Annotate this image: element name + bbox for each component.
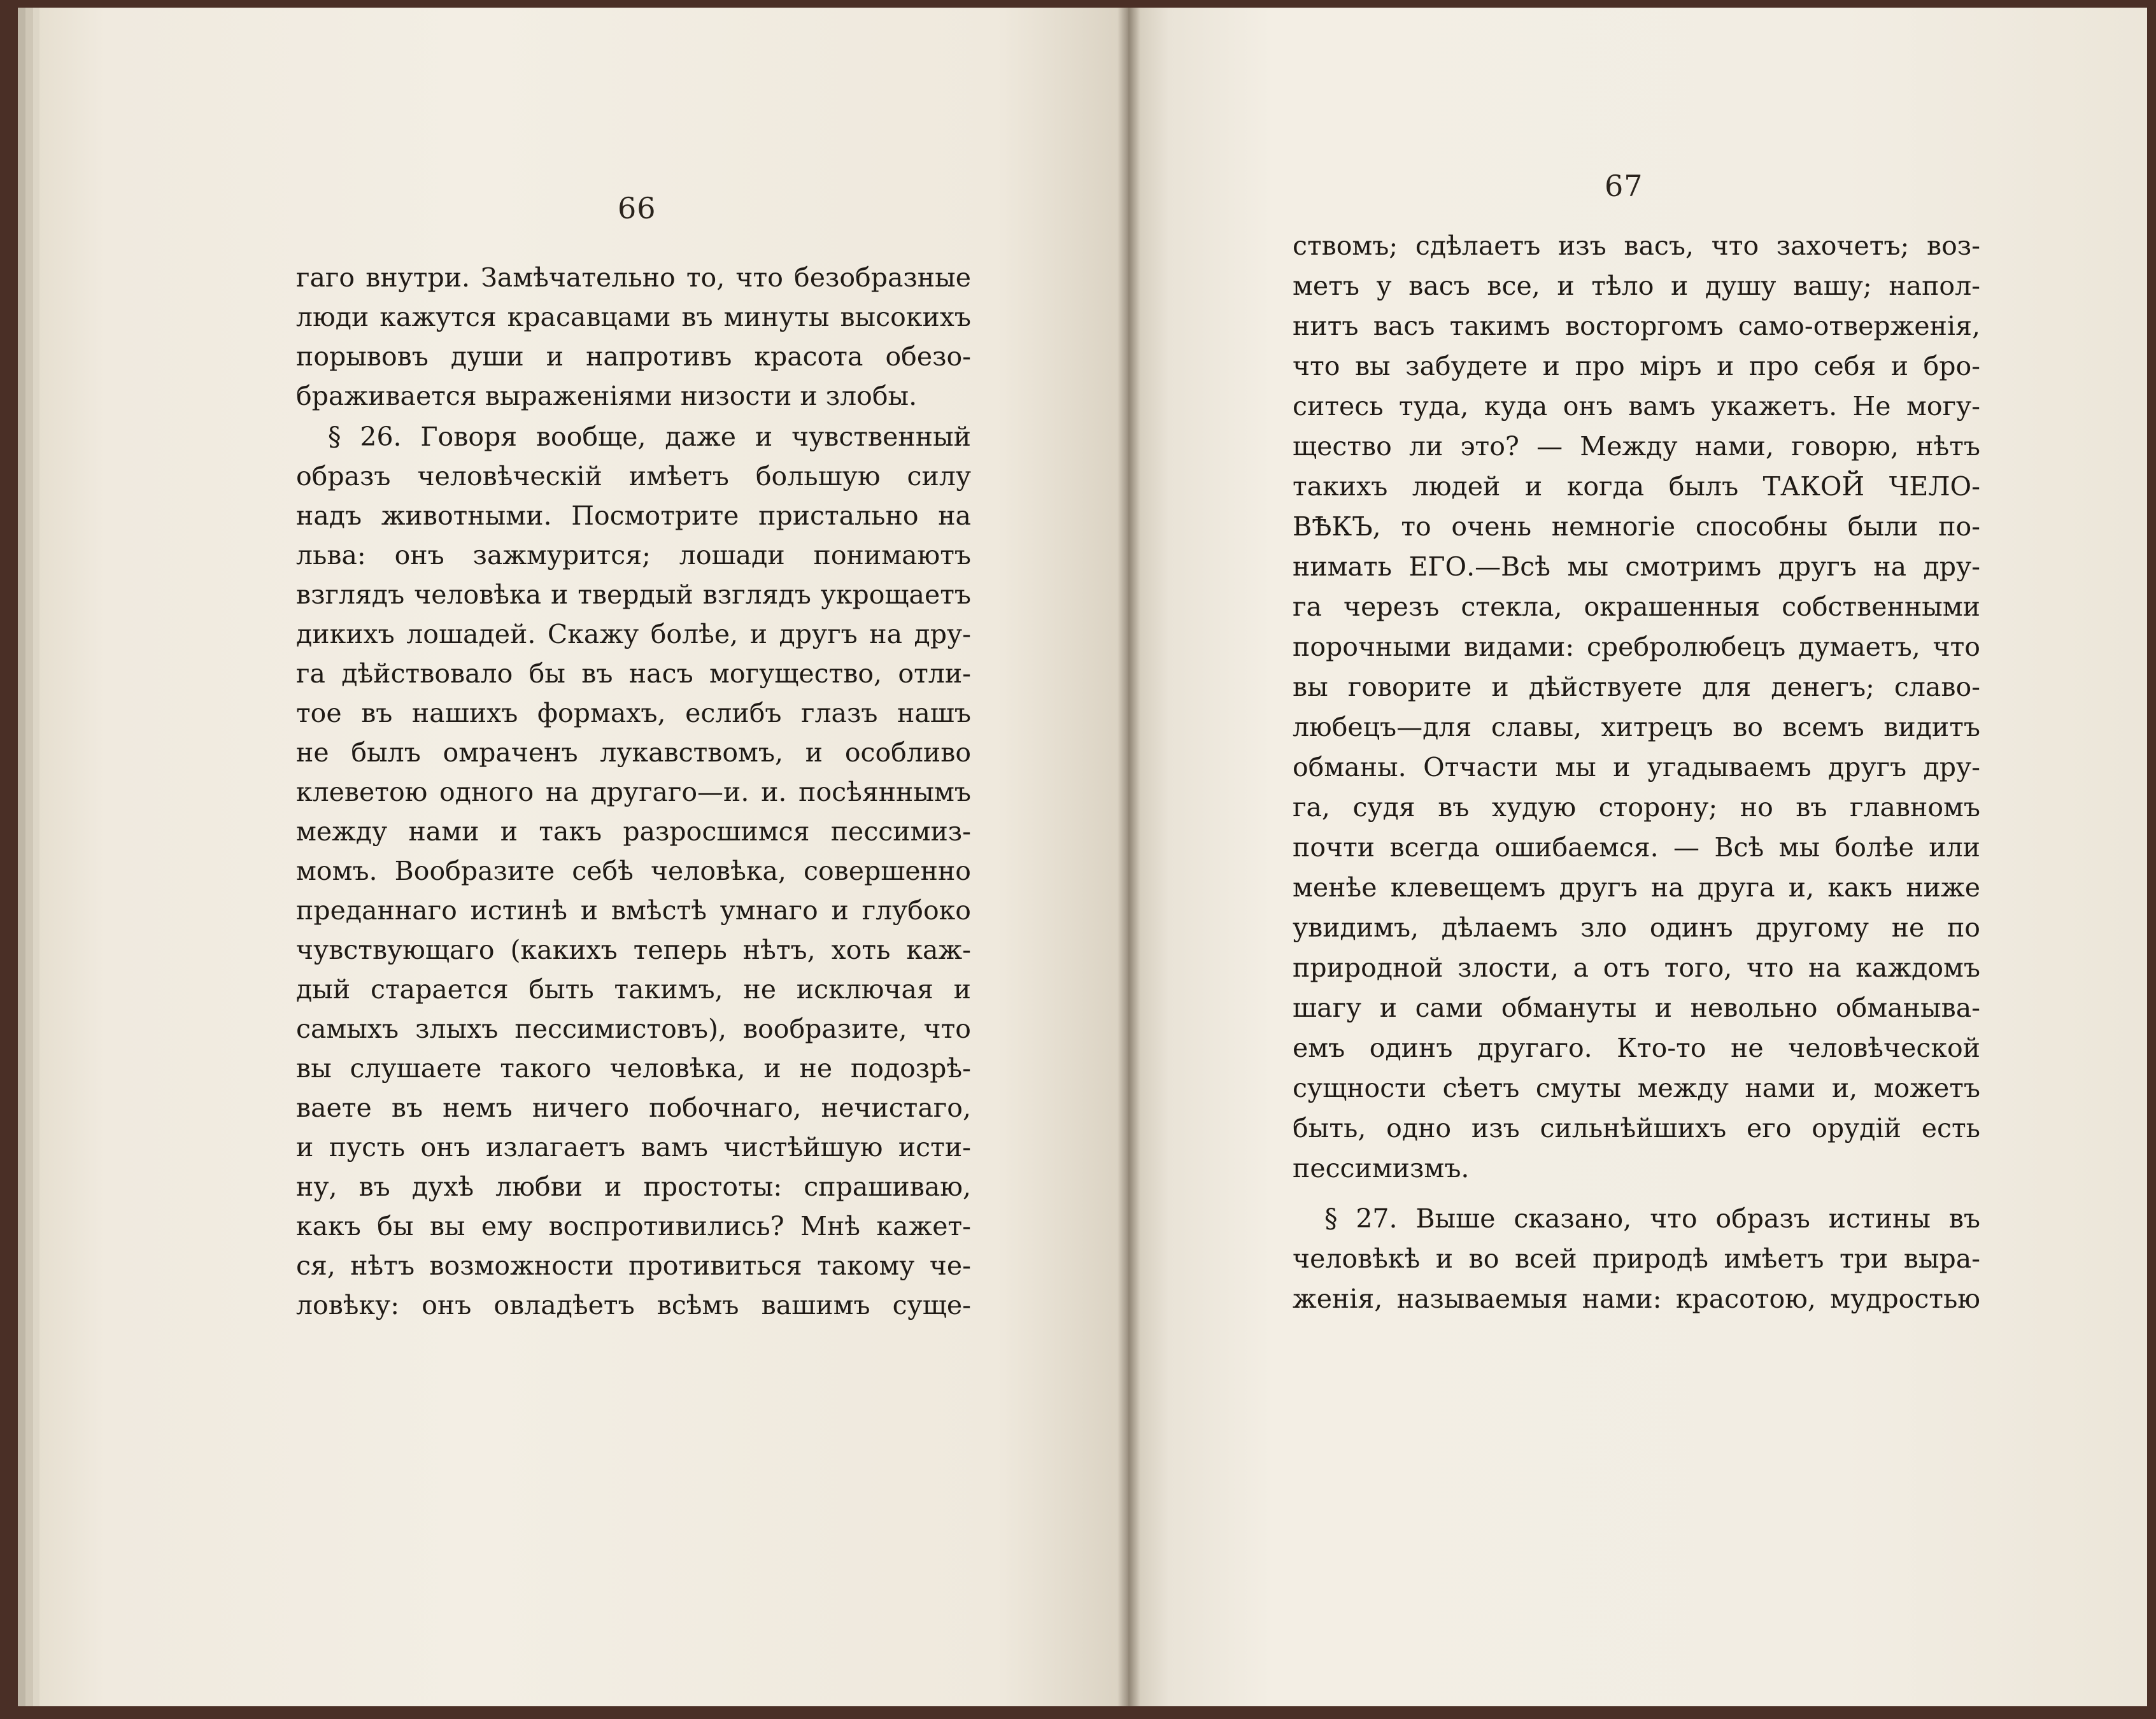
text-line: ВѢКЪ, то очень немногіе способны были по-	[1293, 511, 1980, 542]
text-line: не былъ омраченъ лукавствомъ, и особливо	[296, 737, 971, 768]
text-line: метъ у васъ все, и тѣло и душу вашу; напол-	[1293, 271, 1980, 301]
text-line: га черезъ стекла, окрашенныя собственными	[1293, 591, 1980, 622]
text-line: преданнаго истинѣ и вмѣстѣ умнаго и глубоко	[296, 895, 971, 926]
text-line: га дѣйствовало бы въ насъ могущество, отли-	[296, 658, 971, 689]
text-line: женія, называемыя нами: красотою, мудростью	[1293, 1284, 1980, 1314]
text-line: ловѣку: онъ овладѣетъ всѣмъ вашимъ суще-	[296, 1290, 971, 1320]
text-line: дый старается быть такимъ, не исключая и	[296, 974, 971, 1005]
text-line: люди кажутся красавцами въ минуты высокихъ	[296, 302, 971, 332]
text-line: ваете въ немъ ничего побочнаго, нечистаго,	[296, 1093, 971, 1123]
text-line: ся, нѣтъ возможности противиться такому че-	[296, 1250, 971, 1281]
text-line: льва: онъ зажмурится; лошади понимаютъ	[296, 540, 971, 570]
text-line: сущности сѣетъ смуты между нами и, можетъ	[1293, 1073, 1980, 1103]
text-line: и пусть онъ излагаетъ вамъ чистѣйшую исти-	[296, 1132, 971, 1163]
text-line: клеветою одного на другаго—и. и. посѣяннымъ	[296, 777, 971, 807]
text-line: надъ животными. Посмотрите пристально на	[296, 500, 971, 531]
text-line: природной злости, а отъ того, что на каждомъ	[1293, 952, 1980, 983]
text-line: ну, въ духѣ любви и простоты: спрашиваю,	[296, 1171, 971, 1202]
text-line: дикихъ лошадей. Скажу болѣе, и другъ на дру-	[296, 619, 971, 649]
text-line: образъ человѣческій имѣетъ большую силу	[296, 461, 971, 492]
text-line: порочными видами: сребролюбецъ думаетъ, что	[1293, 632, 1980, 662]
right-page-number: 67	[1605, 169, 1643, 203]
text-line: взглядъ человѣка и твердый взглядъ укрощаетъ	[296, 579, 971, 610]
text-line: любецъ—для славы, хитрецъ во всемъ видитъ	[1293, 712, 1980, 742]
text-line: что вы забудете и про міръ и про себя и бро-	[1293, 351, 1980, 381]
text-line: шагу и сами обмануты и невольно обманыва-	[1293, 993, 1980, 1023]
text-line: гаго внутри. Замѣчательно то, что безобразные	[296, 262, 971, 293]
text-line: емъ одинъ другаго. Кто-то не человѣческой	[1293, 1033, 1980, 1063]
text-line: щество ли это? — Между нами, говорю, нѣтъ	[1293, 431, 1980, 462]
text-line: браживается выраженіями низости и злобы.	[296, 381, 918, 411]
text-line: какъ бы вы ему воспротивились? Мнѣ кажет-	[296, 1211, 971, 1242]
text-line: увидимъ, дѣлаемъ зло одинъ другому не по	[1293, 912, 1980, 943]
text-line: ситесь туда, куда онъ вамъ укажетъ. Не могу-	[1293, 391, 1980, 421]
left-page-text	[296, 258, 971, 1353]
text-line: ствомъ; сдѣлаетъ изъ васъ, что захочетъ; воз-	[1293, 230, 1980, 261]
text-line: человѣкѣ и во всей природѣ имѣетъ три выра-	[1293, 1243, 1980, 1274]
text-line: быть, одно изъ сильнѣйшихъ его орудій есть	[1293, 1113, 1980, 1143]
text-line: порывовъ души и напротивъ красота обезо-	[296, 341, 971, 372]
text-line: менѣе клевещемъ другъ на друга и, какъ ниже	[1293, 872, 1980, 903]
text-line: такихъ людей и когда былъ ТАКОЙ ЧЕЛО-	[1293, 471, 1980, 502]
text-line: чувствующаго (какихъ теперь нѣтъ, хоть каж-	[296, 935, 971, 965]
text-line: § 27. Выше сказано, что образъ истины въ	[1324, 1203, 1980, 1234]
text-line: тое въ нашихъ формахъ, еслибъ глазъ нашъ	[296, 698, 971, 728]
text-line: самыхъ злыхъ пессимистовъ), вообразите, что	[296, 1014, 971, 1044]
text-line: вы говорите и дѣйствуете для денегъ; славо-	[1293, 672, 1980, 702]
text-line: вы слушаете такого человѣка, и не подозрѣ-	[296, 1053, 971, 1084]
book-gutter	[1117, 8, 1140, 1706]
text-line: га, судя въ худую сторону; но въ главномъ	[1293, 792, 1980, 823]
text-line: почти всегда ошибаемся. — Всѣ мы болѣе или	[1293, 832, 1980, 863]
left-page-number: 66	[618, 191, 656, 225]
text-line: обманы. Отчасти мы и угадываемъ другъ дру-	[1293, 752, 1980, 782]
text-line: нитъ васъ такимъ восторгомъ само-отверженія,	[1293, 311, 1980, 341]
text-line: момъ. Вообразите себѣ человѣка, совершенно	[296, 856, 971, 886]
right-page-text	[1293, 226, 1980, 1359]
text-line: между нами и такъ разросшимся пессимиз-	[296, 816, 971, 847]
text-line: пессимизмъ.	[1293, 1153, 1470, 1184]
text-line: § 26. Говоря вообще, даже и чувственный	[328, 421, 971, 452]
text-line: нимать ЕГО.—Всѣ мы смотримъ другъ на дру-	[1293, 551, 1980, 582]
